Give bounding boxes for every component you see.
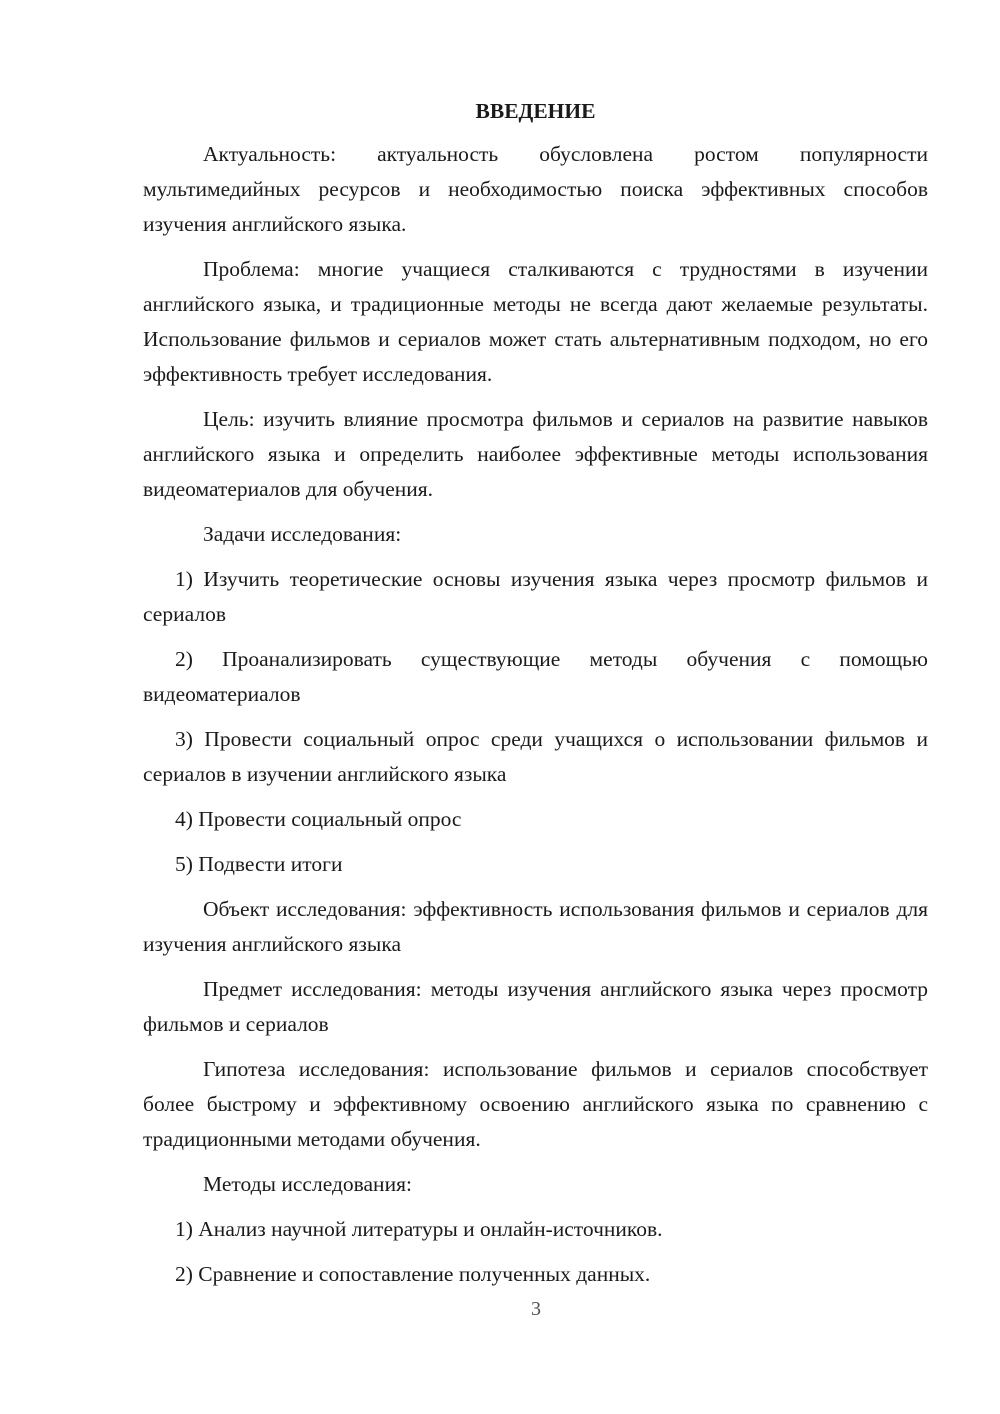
task-item-4: 4) Провести социальный опрос	[175, 807, 462, 831]
task-item-3: 3) Провести социальный опрос среди учащихся о использовании фильмов и сериалов в изучении английского языка	[143, 727, 928, 786]
page-heading: ВВЕДЕНИЕ	[475, 99, 596, 123]
page-number: 3	[531, 1298, 541, 1320]
relevance-paragraph: Актуальность: актуальность обусловлена ростом популярности мультимедийных ресурсов и необходимостью поиска эффективных способов изучения английского языка.	[143, 142, 928, 236]
document-page	[143, 96, 928, 1302]
task-item-5: 5) Подвести итоги	[175, 852, 343, 876]
problem-paragraph: Проблема: многие учащиеся сталкиваются с трудностями в изучении английского языка, и традиционные методы не всегда дают желаемые результаты. Использование фильмов и сериалов может стать альтернативным подходом, но его эффективность требует исследования.	[143, 257, 928, 386]
hypothesis-paragraph: Гипотеза исследования: использование фильмов и сериалов способствует более быстрому и эффективному освоению английского языка по сравнению с традиционными методами обучения.	[143, 1057, 928, 1151]
tasks-title: Задачи исследования:	[203, 522, 402, 546]
method-item-1: 1) Анализ научной литературы и онлайн-источников.	[175, 1217, 663, 1241]
method-item-2: 2) Сравнение и сопоставление полученных данных.	[175, 1262, 651, 1286]
goal-paragraph: Цель: изучить влияние просмотра фильмов и сериалов на развитие навыков английского языка и определить наиболее эффективные методы использования видеоматериалов для обучения.	[143, 407, 928, 501]
task-item-2: 2) Проанализировать существующие методы обучения с помощью видеоматериалов	[143, 647, 928, 706]
methods-title: Методы исследования:	[203, 1172, 412, 1196]
object-paragraph: Объект исследования: эффективность использования фильмов и сериалов для изучения английского языка	[143, 897, 928, 956]
subject-paragraph: Предмет исследования: методы изучения английского языка через просмотр фильмов и сериалов	[143, 977, 928, 1036]
task-item-1: 1) Изучить теоретические основы изучения языка через просмотр фильмов и сериалов	[143, 567, 928, 626]
